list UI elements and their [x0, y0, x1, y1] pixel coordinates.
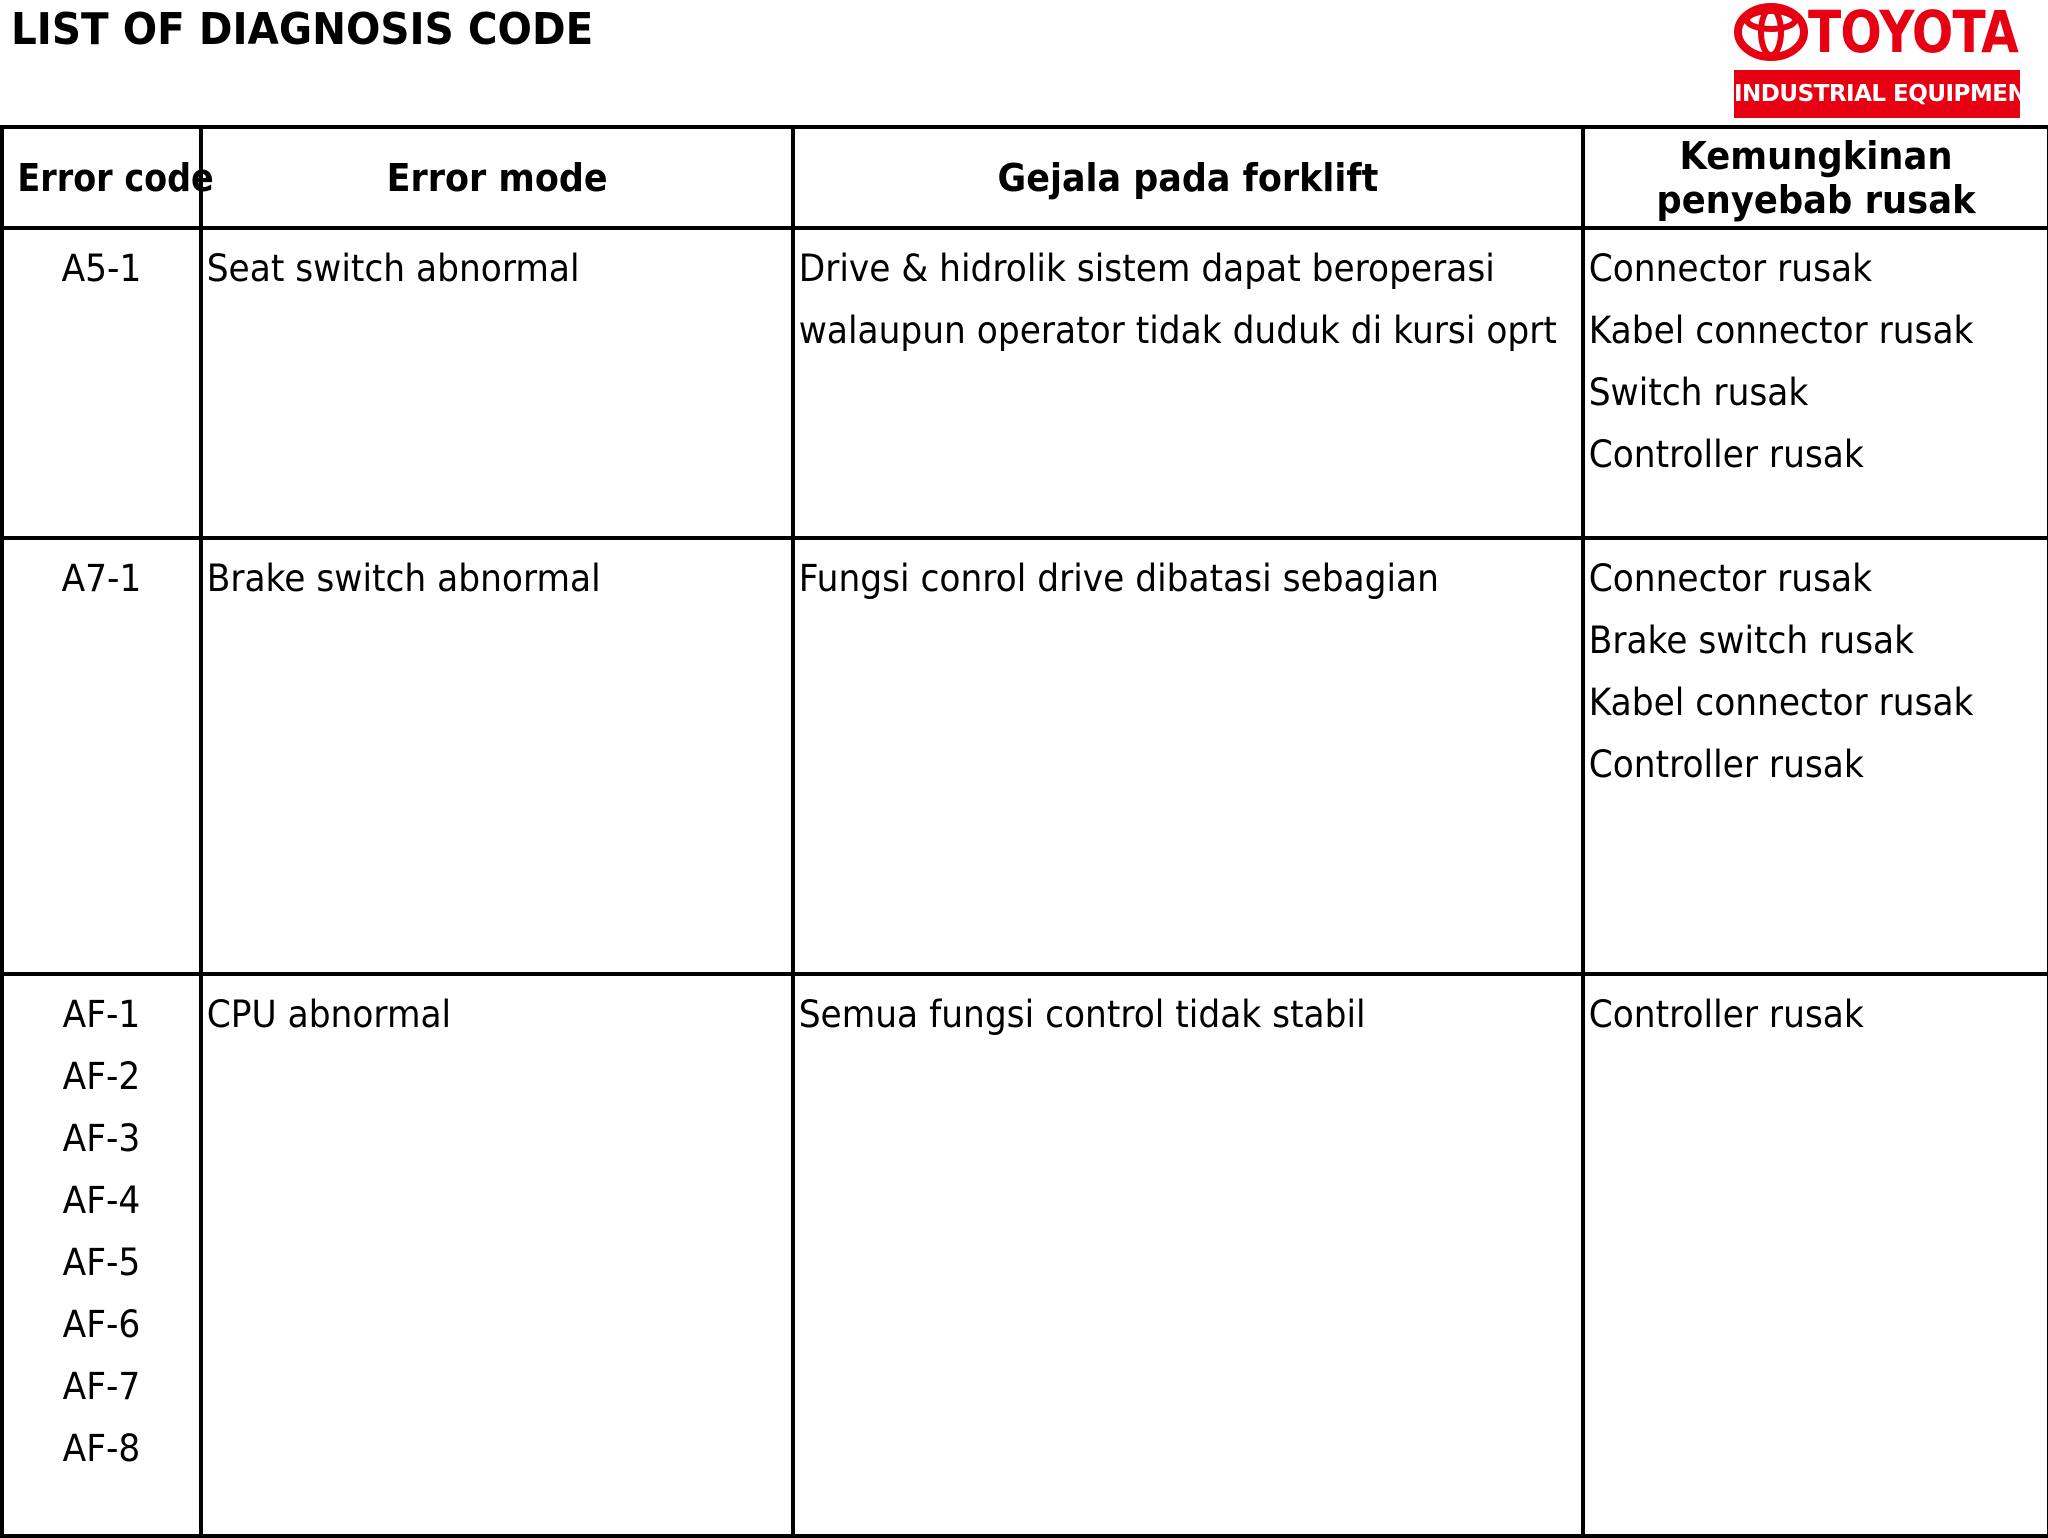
cause-item: Controller rusak	[1588, 433, 1864, 476]
table-row	[2, 228, 2048, 538]
cause-item: Brake switch rusak	[1588, 619, 1915, 662]
error-code: A7-1	[61, 557, 142, 600]
error-code: AF-3	[62, 1117, 141, 1160]
symptom-line: walaupun operator tidak duduk di kursi oprt	[798, 309, 1557, 352]
cause-cell	[1583, 974, 2048, 1536]
error-code-cell	[2, 538, 201, 974]
error-code: AF-5	[62, 1241, 141, 1284]
col-header-cause: Kemungkinan penyebab rusak	[1583, 127, 2048, 228]
error-mode-cell	[201, 538, 793, 974]
page-title: LIST OF DIAGNOSIS CODE	[11, 4, 594, 55]
symptom-cell	[793, 228, 1583, 538]
cause-item: Controller rusak	[1588, 993, 1864, 1036]
cause-item: Controller rusak	[1588, 743, 1864, 786]
error-code: A5-1	[61, 247, 142, 290]
error-code: AF-1	[62, 993, 141, 1036]
error-code: AF-8	[62, 1427, 141, 1470]
cause-item: Switch rusak	[1588, 371, 1809, 414]
symptom-cell	[793, 538, 1583, 974]
table-row	[2, 974, 2048, 1536]
error-mode: Brake switch abnormal	[206, 557, 601, 600]
error-code: AF-6	[62, 1303, 141, 1346]
error-code-cell	[2, 228, 201, 538]
error-mode-cell	[201, 228, 793, 538]
diagnosis-table	[0, 125, 2048, 1538]
cause-cell	[1583, 538, 2048, 974]
table-row	[2, 538, 2048, 974]
logo-top	[1734, 0, 2020, 68]
cause-item: Connector rusak	[1588, 247, 1873, 290]
col-header-error-code: Error code	[2, 127, 201, 228]
error-code: AF-2	[62, 1055, 141, 1098]
error-code-cell	[2, 974, 201, 1536]
logo-brand: TOYOTA	[1808, 0, 2018, 66]
error-code: AF-7	[62, 1365, 141, 1408]
toyota-logo	[1734, 0, 2042, 120]
error-code: AF-4	[62, 1179, 141, 1222]
cause-item: Kabel connector rusak	[1588, 681, 1974, 724]
cause-item: Kabel connector rusak	[1588, 309, 1974, 352]
error-mode: CPU abnormal	[206, 993, 452, 1036]
col-header-error-mode: Error mode	[201, 127, 793, 228]
symptom-cell	[793, 974, 1583, 1536]
cause-item: Connector rusak	[1588, 557, 1873, 600]
error-mode: Seat switch abnormal	[206, 247, 580, 290]
symptom-line: Fungsi conrol drive dibatasi sebagian	[798, 557, 1439, 600]
col-header-symptom: Gejala pada forklift	[793, 127, 1583, 228]
logo-subtitle: INDUSTRIAL EQUIPMENT	[1734, 81, 2042, 107]
table-header-row	[2, 127, 2048, 228]
cause-cell	[1583, 228, 2048, 538]
logo-band	[1734, 70, 2042, 118]
toyota-emblem-icon	[1734, 2, 1812, 62]
symptom-line: Semua fungsi control tidak stabil	[798, 993, 1366, 1036]
error-mode-cell	[201, 974, 793, 1536]
symptom-line: Drive & hidrolik sistem dapat beroperasi	[798, 247, 1495, 290]
